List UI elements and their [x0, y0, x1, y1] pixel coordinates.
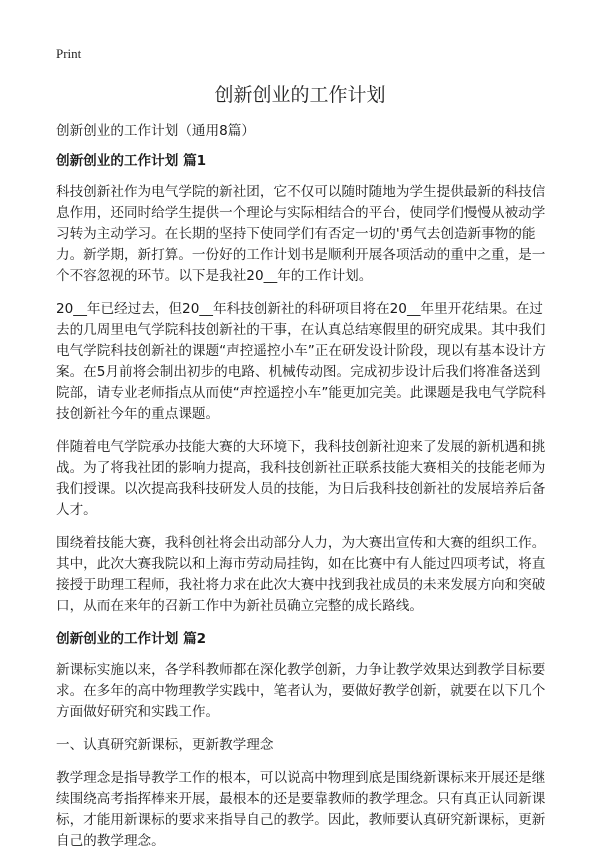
subheading: 一、认真研究新课标，更新教学理念 — [56, 737, 274, 753]
paragraph: 围绕着技能大赛，我科创社将会出动部分人力，为大赛出宣传和大赛的组织工作。其中，此次大赛我院以和上海市劳动局挂钩，如在比赛中有人能过四项考试，将直接授于助理工程师，我社将力求在此次大赛中找到我社成员的未来发展方向和突破口，从而在来年的召新工作中为新社员确立完整的成长路线。 — [56, 535, 546, 614]
paragraph: 教学理念是指导教学工作的根本，可以说高中物理到底是围绕新课标来开展还是继续围绕高考指挥棒来开展，最根本的还是要靠教师的教学理念。只有真正认同新课标，才能用新课标的要求来指导自己的教学。因此，教师要认真研究新课标，更新自己的教学理念。 — [56, 770, 546, 849]
document-title: 创新创业的工作计划 — [214, 84, 386, 106]
paragraph: 科技创新社作为电气学院的新社团，它不仅可以随时随地为学生提供最新的科技信息作用，还同时给学生提供一个理论与实际相结合的平台，使同学们慢慢从被动学习转为主动学习。在长期的坚持下使同学们有否定一切的'勇气去创造新事物的能力。新学期，新打算。一份好的工作计划书是顺利开展各项活动的重中之重，是一个不容忽视的环节。以下是我社20__年的工作计划。 — [56, 184, 546, 284]
document-body — [56, 121, 552, 864]
print-label[interactable]: Print — [56, 46, 82, 61]
paragraph: 新课标实施以来，各学科教师都在深化教学创新，力争让教学效果达到教学目标要求。在多年的高中物理教学实践中，笔者认为，要做好教学创新，就要在以下几个方面做好研究和实践工作。 — [56, 662, 546, 720]
document-subtitle: 创新创业的工作计划（通用8篇） — [56, 123, 255, 139]
section-heading-1: 创新创业的工作计划 篇1 — [56, 153, 207, 169]
paragraph: 伴随着电气学院承办技能大赛的大环境下，我科技创新社迎来了发展的新机遇和挑战。为了将我社团的影响力提高，我科技创新社正联系技能大赛相关的技能老师为我们授课。以次提高我科技研发人员的技能，为日后我科技创新社的发展培养后备人才。 — [56, 439, 546, 518]
paragraph: 20__年已经过去，但20__年科技创新社的科研项目将在20__年里开花结果。在过去的几周里电气学院科技创新社的干事，在认真总结寒假里的研究成果。其中我们电气学院科技创新社的课题“声控遥控小车”正在研发设计阶段，现以有基本设计方案。在5月前将会制出初步的电路、机械传动图。完成初步设计后我们将准备送到院部，请专业老师指点从而使“声控遥控小车”能更加完美。此课题是我电气学院科技创新社今年的重点课题。 — [56, 301, 546, 422]
section-heading-2: 创新创业的工作计划 篇2 — [56, 631, 207, 647]
